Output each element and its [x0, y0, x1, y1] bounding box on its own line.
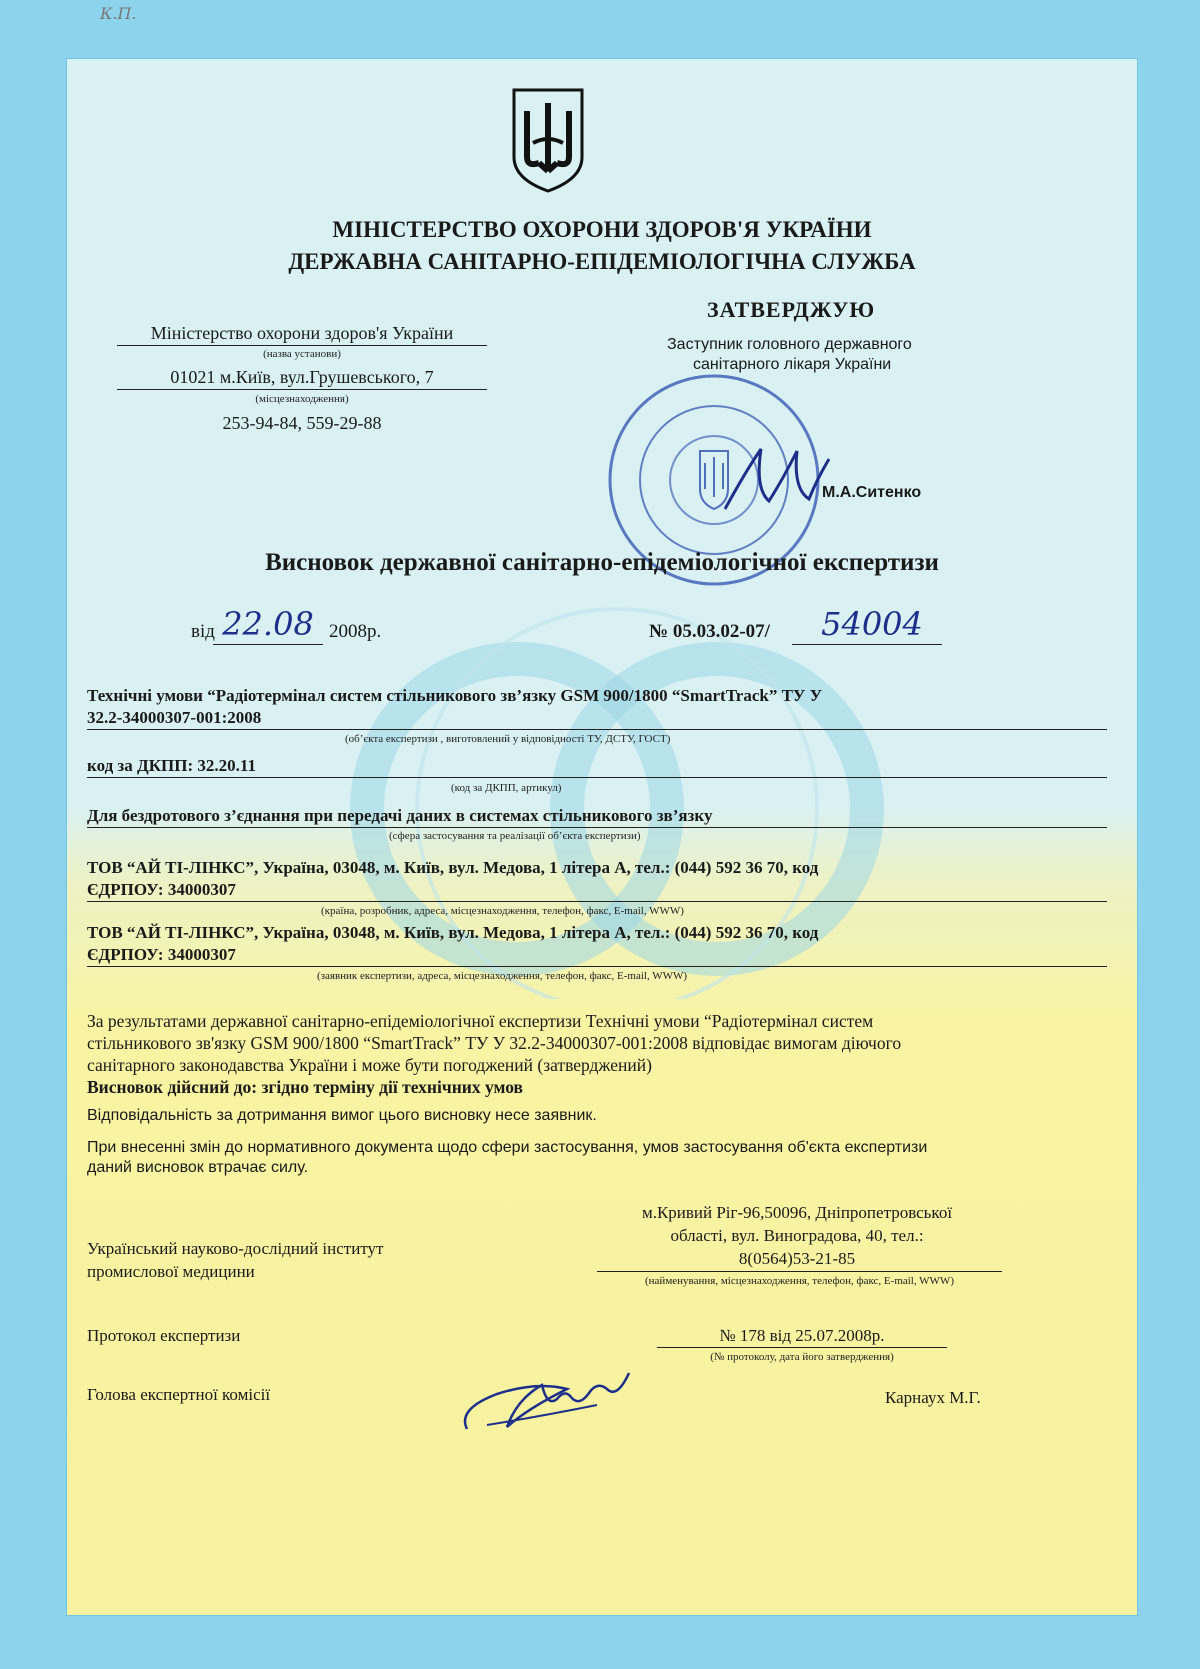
expert-institution-caption: (найменування, місцезнаходження, телефон, факс, E-mail, WWW)	[645, 1275, 954, 1287]
divider	[213, 644, 323, 645]
applicant-line1: ТОВ “АЙ ТІ-ЛІНКС”, Україна, 03048, м. Київ, вул. Медова, 1 літера А, тел.: (044) 592 36 70, код	[87, 923, 819, 942]
institution-name-caption: (назва установи)	[263, 348, 341, 360]
margin-note: К.П.	[100, 4, 137, 23]
divider	[87, 827, 1107, 828]
developer-line2: ЄДРПОУ: 34000307	[87, 880, 236, 899]
protocol-label: Протокол експертизи	[87, 1326, 241, 1345]
conclusion-line2: стільникового зв'язку GSM 900/1800 “SmartTrack” ТУ У 32.2-34000307-001:2008 відповідає вимогам діючого	[87, 1033, 902, 1053]
approval-position-line2: санітарного лікаря України	[693, 356, 892, 373]
changes-line2: даний висновок втрачає силу.	[87, 1159, 309, 1176]
trident-coat-of-arms-icon	[511, 87, 585, 193]
expert-address-line2: області, вул. Виноградова, 40, тел.:	[670, 1226, 924, 1245]
document-title: Висновок державної санітарно-епідеміологічної експертизи	[265, 549, 939, 576]
number-prefix: № 05.03.02-07/	[649, 621, 770, 642]
divider	[87, 966, 1107, 967]
divider	[117, 345, 487, 346]
divider	[657, 1347, 947, 1348]
developer-caption: (країна, розробник, адреса, місцезнаходження, телефон, факс, E-mail, WWW)	[321, 905, 684, 917]
expert-institution-name-line1: Український науково-дослідний інститут	[87, 1239, 384, 1258]
divider	[87, 729, 1107, 730]
conclusion-line1: За результатами державної санітарно-епідеміологічної експертизи Технічні умови “Радіотермінал систем	[87, 1011, 874, 1031]
approval-title: ЗАТВЕРДЖУЮ	[707, 297, 876, 322]
institution-address-caption: (місцезнаходження)	[255, 393, 349, 405]
institution-name: Міністерство охорони здоров'я України	[150, 323, 454, 343]
approval-position-line1: Заступник головного державного	[667, 336, 912, 353]
developer-line1: ТОВ “АЙ ТІ-ЛІНКС”, Україна, 03048, м. Київ, вул. Медова, 1 літера А, тел.: (044) 592 36 70, код	[87, 858, 819, 877]
divider	[87, 901, 1107, 902]
institution-address: 01021 м.Київ, вул.Грушевського, 7	[170, 367, 434, 387]
date-prefix: від	[191, 621, 215, 642]
approval-name: М.А.Ситенко	[822, 484, 922, 501]
service-heading: ДЕРЖАВНА САНІТАРНО-ЕПІДЕМІОЛОГІЧНА СЛУЖБА	[288, 249, 916, 274]
conclusion-line3: санітарного законодавства України і може бути погоджений (затверджений)	[87, 1055, 652, 1075]
changes-line1: При внесенні змін до нормативного документа щодо сфери застосування, умов застосування об'єкта експертизи	[87, 1139, 928, 1156]
expert-address-line3: 8(0564)53-21-85	[738, 1249, 856, 1268]
scope-caption: (сфера застосування та реалізації об’єкта експертизи)	[389, 830, 641, 842]
object-line2: 32.2-34000307-001:2008	[87, 708, 262, 727]
expert-address-line1: м.Кривий Ріг-96,50096, Дніпропетровської	[641, 1203, 953, 1222]
protocol-value: № 178 від 25.07.2008р.	[719, 1326, 885, 1345]
protocol-caption: (№ протоколу, дата його затвердження)	[710, 1351, 894, 1363]
dkpp-code: код за ДКПП: 32.20.11	[87, 756, 256, 775]
applicant-line2: ЄДРПОУ: 34000307	[87, 945, 236, 964]
commission-head-name: Карнаух М.Г.	[885, 1388, 981, 1407]
commission-signature	[447, 1359, 647, 1439]
divider	[87, 777, 1107, 778]
number-handwritten: 54004	[821, 605, 923, 643]
dkpp-caption: (код за ДКПП, артикул)	[451, 782, 562, 794]
validity-text: Висновок дійсний до: згідно терміну дії технічних умов	[87, 1077, 523, 1097]
certificate-body	[66, 58, 1138, 1616]
institution-phones: 253-94-84, 559-29-88	[222, 413, 382, 433]
date-year: 2008р.	[329, 621, 382, 642]
approval-signature	[717, 439, 837, 519]
divider	[792, 644, 942, 645]
commission-label: Голова експертної комісії	[87, 1385, 271, 1404]
scope-text: Для бездротового з’єднання при передачі даних в системах стільникового зв’язку	[87, 806, 713, 825]
ministry-heading: МІНІСТЕРСТВО ОХОРОНИ ЗДОРОВ'Я УКРАЇНИ	[332, 217, 872, 242]
object-caption: (об’єкта експертизи , виготовлений у відповідності ТУ, ДСТУ, ГОСТ)	[345, 733, 671, 745]
divider	[117, 389, 487, 390]
applicant-caption: (заявник експертизи, адреса, місцезнаходження, телефон, факс, E-mail, WWW)	[317, 970, 688, 982]
date-handwritten: 22.08	[222, 605, 314, 643]
object-line1: Технічні умови “Радіотермінал систем стільникового зв’язку GSM 900/1800 “SmartTrack” ТУ У	[87, 686, 823, 705]
expert-institution-name-line2: промислової медицини	[87, 1262, 255, 1281]
responsibility-text: Відповідальність за дотримання вимог цього висновку несе заявник.	[87, 1107, 597, 1124]
divider	[597, 1271, 1002, 1272]
